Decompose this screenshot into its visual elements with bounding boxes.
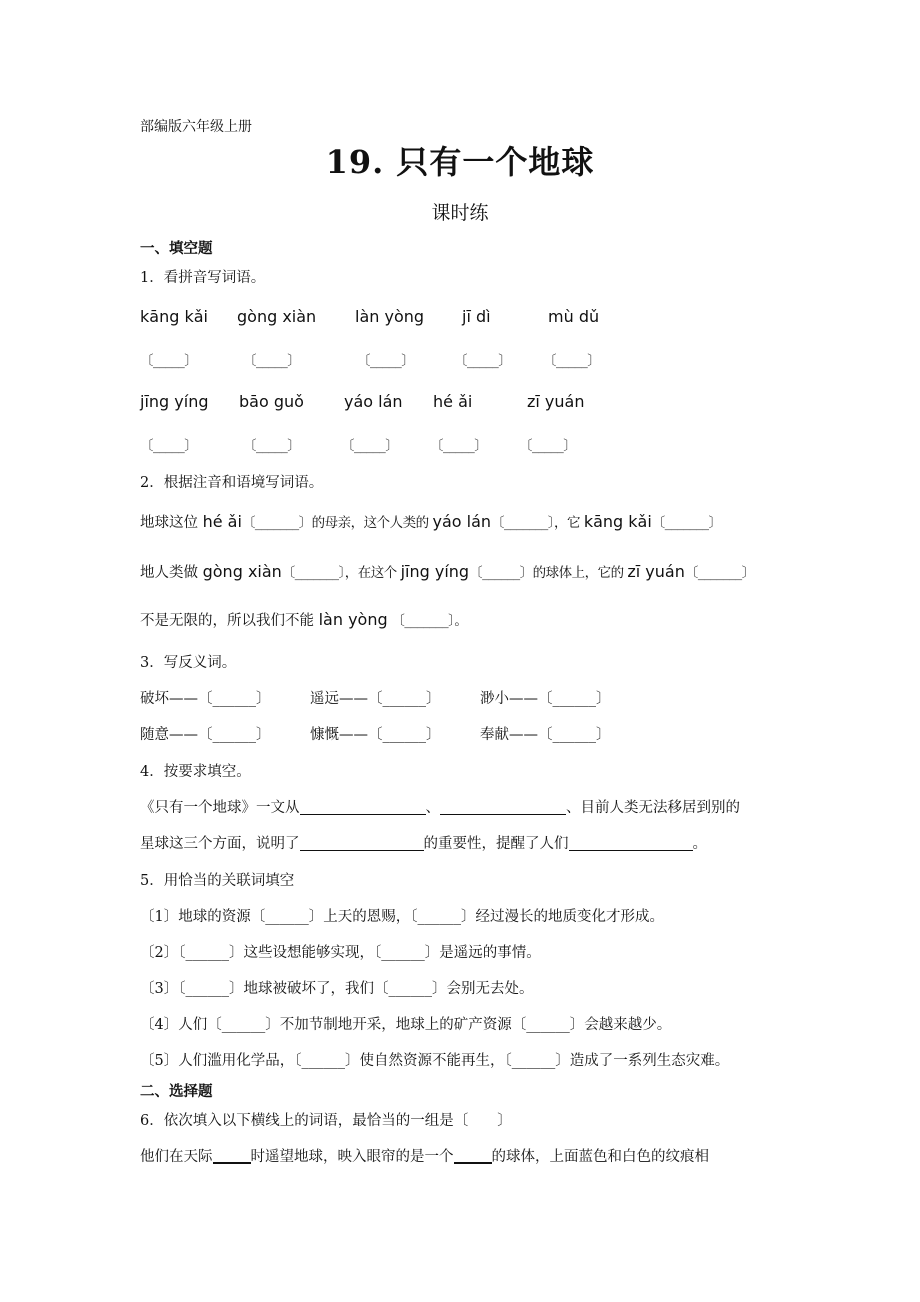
text: 不是无限的，所以我们不能 [140,613,319,629]
page-subtitle: 课时练 [431,202,489,224]
question-4-line-1 [140,796,740,817]
answer-blank[interactable]: 〔_______〕。 [387,613,468,629]
answer-blank[interactable]: 〔_______〕 [684,565,755,581]
antonym-miaoxiao[interactable]: 渺小——〔______〕 [480,691,611,707]
question-2-line-1 [140,511,722,532]
pinyin-baoguo: bāo guǒ [239,392,304,411]
question-3-prompt: 3．写反义词。 [140,655,237,671]
pinyin-gongxian: gòng xiàn [237,307,317,326]
pinyin-heai: hé ǎi [433,392,473,411]
answer-underline[interactable] [300,798,426,815]
antonym-suiyi[interactable]: 随意——〔______〕 [140,727,271,743]
pinyin-jingying: jīng yíng [140,392,209,411]
pinyin-mudu: mù dǔ [548,307,600,326]
question-2-prompt: 2．根据注音和语境写词语。 [140,475,324,491]
question-2-line-2 [140,561,755,582]
conjunction-item-1[interactable]: 〔1〕地球的资源〔______〕上天的恩赐，〔______〕经过漫长的地质变化才形成。 [140,909,664,925]
text: 《只有一个地球》一文从 [140,800,300,816]
answer-blank[interactable]: 〔_____〕 [357,353,415,369]
answer-blank[interactable]: 〔_____〕 [140,353,198,369]
answer-blank[interactable]: 〔_____〕 [543,353,601,369]
antonym-fengxian[interactable]: 奉献——〔______〕 [480,727,611,743]
question-4-line-2 [140,832,707,853]
pinyin-lanyong: làn yòng [318,610,388,629]
conjunction-item-3[interactable]: 〔3〕〔______〕地球被破坏了，我们〔______〕会别无去处。 [140,981,534,997]
answer-blank[interactable]: 〔_______〕，它 [491,515,584,531]
pinyin-heai: hé ǎi [202,512,242,531]
text: 他们在天际 [140,1149,213,1165]
pinyin-ziyuan: zī yuán [627,562,685,581]
conjunction-item-4[interactable]: 〔4〕人们〔______〕不加节制地开采，地球上的矿产资源〔______〕会越来越少。 [140,1017,672,1033]
text: 星球这三个方面，说明了 [140,836,300,852]
question-4-prompt: 4．按要求填空。 [140,764,251,780]
text: 地人类做 [140,565,203,581]
antonym-kangkai[interactable]: 慷慨——〔______〕 [310,727,441,743]
answer-blank[interactable]: 〔_______〕，在这个 [281,565,401,581]
grade-label: 部编版六年级上册 [140,119,252,135]
page-title: 19. 只有一个地球 [325,143,595,181]
question-1-prompt: 1．看拼音写词语。 [140,270,266,286]
answer-blank[interactable]: 〔_____〕 [519,438,577,454]
antonym-pohuai[interactable]: 破坏——〔______〕 [140,691,271,707]
text: 时遥望地球，映入眼帘的是一个 [250,1149,454,1165]
answer-underline[interactable] [569,834,693,851]
conjunction-item-5[interactable]: 〔5〕人们滥用化学品，〔______〕使自然资源不能再生，〔______〕造成了一系列生态灾难。 [140,1053,730,1069]
section-heading-fill-in: 一、填空题 [140,240,213,257]
question-6-line-1 [140,1145,709,1166]
pinyin-kangkai: kāng kǎi [583,512,652,531]
pinyin-kangkai: kāng kǎi [140,307,208,326]
question-2-line-3 [140,609,467,630]
antonym-yaoyuan[interactable]: 遥远——〔______〕 [310,691,441,707]
answer-blank[interactable]: 〔_____〕 [243,353,301,369]
answer-blank[interactable]: 〔_____〕 [454,353,512,369]
pinyin-yaolan: yáo lán [344,392,403,411]
text: 地球这位 [140,515,203,531]
answer-underline[interactable] [440,798,566,815]
answer-blank[interactable]: 〔______〕的球体上，它的 [469,565,628,581]
conjunction-item-2[interactable]: 〔2〕〔______〕这些设想能够实现，〔______〕是遥远的事情。 [140,945,541,961]
answer-blank[interactable]: 〔_______〕 [651,515,722,531]
answer-blank[interactable]: 〔_______〕的母亲，这个人类的 [241,515,433,531]
pinyin-jidi: jī dì [462,307,491,326]
text: 、 [425,800,440,816]
pinyin-gongxian: gòng xiàn [202,562,282,581]
pinyin-jingying: jīng yíng [400,562,470,581]
pinyin-yaolan: yáo lán [432,512,492,531]
answer-blank[interactable]: 〔_____〕 [243,438,301,454]
answer-underline[interactable] [300,834,424,851]
text: 的重要性，提醒了人们 [423,836,569,852]
answer-underline[interactable] [213,1146,251,1164]
question-6-prompt: 6．依次填入以下横线上的词语，最恰当的一组是〔 〕 [140,1113,512,1129]
answer-underline[interactable] [454,1146,492,1164]
answer-blank[interactable]: 〔_____〕 [430,438,488,454]
answer-blank[interactable]: 〔_____〕 [341,438,399,454]
text: 。 [692,836,707,852]
answer-blank[interactable]: 〔_____〕 [140,438,198,454]
section-heading-choice: 二、选择题 [140,1083,213,1100]
pinyin-lanyong: làn yòng [355,307,425,326]
pinyin-ziyuan: zī yuán [527,392,585,411]
question-5-prompt: 5．用恰当的关联词填空 [140,873,295,889]
text: 的球体，上面蓝色和白色的纹痕相 [491,1149,709,1165]
text: 、目前人类无法移居到别的 [566,800,740,816]
